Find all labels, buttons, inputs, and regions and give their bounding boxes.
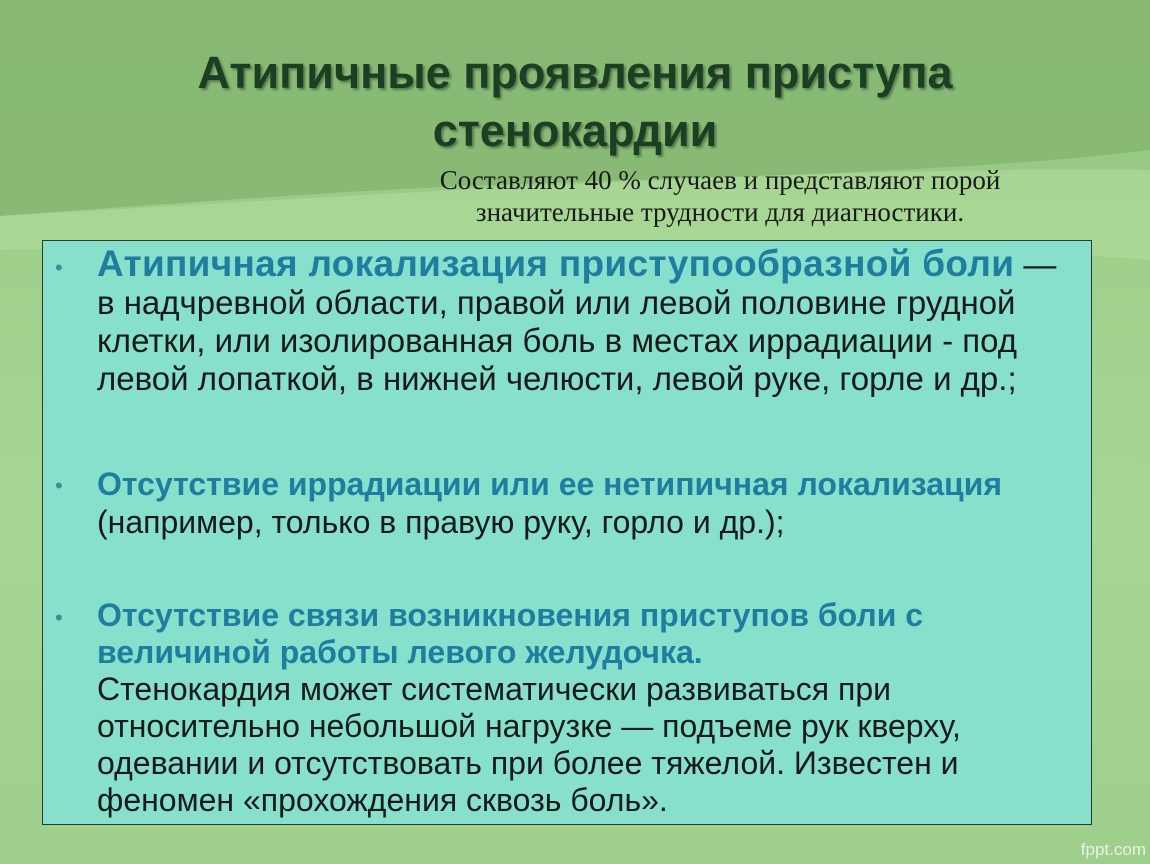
list-item-3	[97, 597, 1077, 819]
title-line-1: Атипичные проявления приступа	[197, 47, 953, 98]
content-box	[42, 240, 1092, 825]
item-1-text: — в надчревной области, правой или левой половине грудной клетки, или изолированная боль в местах иррадиации - под левой лопаткой, в нижней челюсти, левой руке, горле и др.;	[97, 246, 1057, 397]
slide-title	[0, 44, 1150, 160]
slide-subtitle	[370, 164, 1070, 228]
bullet-3: •	[55, 605, 63, 630]
subtitle-line-2: значительные трудности для диагностики.	[475, 197, 965, 227]
item-3-heading-end: .	[693, 634, 703, 670]
list-item-2	[97, 465, 1077, 541]
bullet-1: •	[55, 255, 63, 280]
watermark: fppt.com	[1080, 840, 1146, 859]
item-3-text: Стенокардия может систематически развиваться при относительно небольшой нагрузке — подъеме рук кверху, одевании и отсутствовать при более тяжелой. Известен и феномен «прохождения сквозь боль».	[97, 671, 961, 818]
item-2-heading: Отсутствие иррадиации или ее нетипичная локализация	[97, 466, 1003, 502]
item-2-text: (например, только в правую руку, горло и др.);	[97, 504, 785, 540]
item-3-heading: Отсутствие связи возникновения приступов боли с величиной работы левого желудочка	[97, 597, 924, 670]
item-1-heading: Атипичная локализация приступообразной боли	[97, 243, 1015, 284]
title-line-2: стенокардии	[432, 105, 718, 156]
subtitle-line-1: Составляют 40 % случаев и представляют порой	[439, 165, 1001, 195]
bullet-2: •	[55, 473, 63, 498]
list-item-1	[97, 245, 1077, 398]
